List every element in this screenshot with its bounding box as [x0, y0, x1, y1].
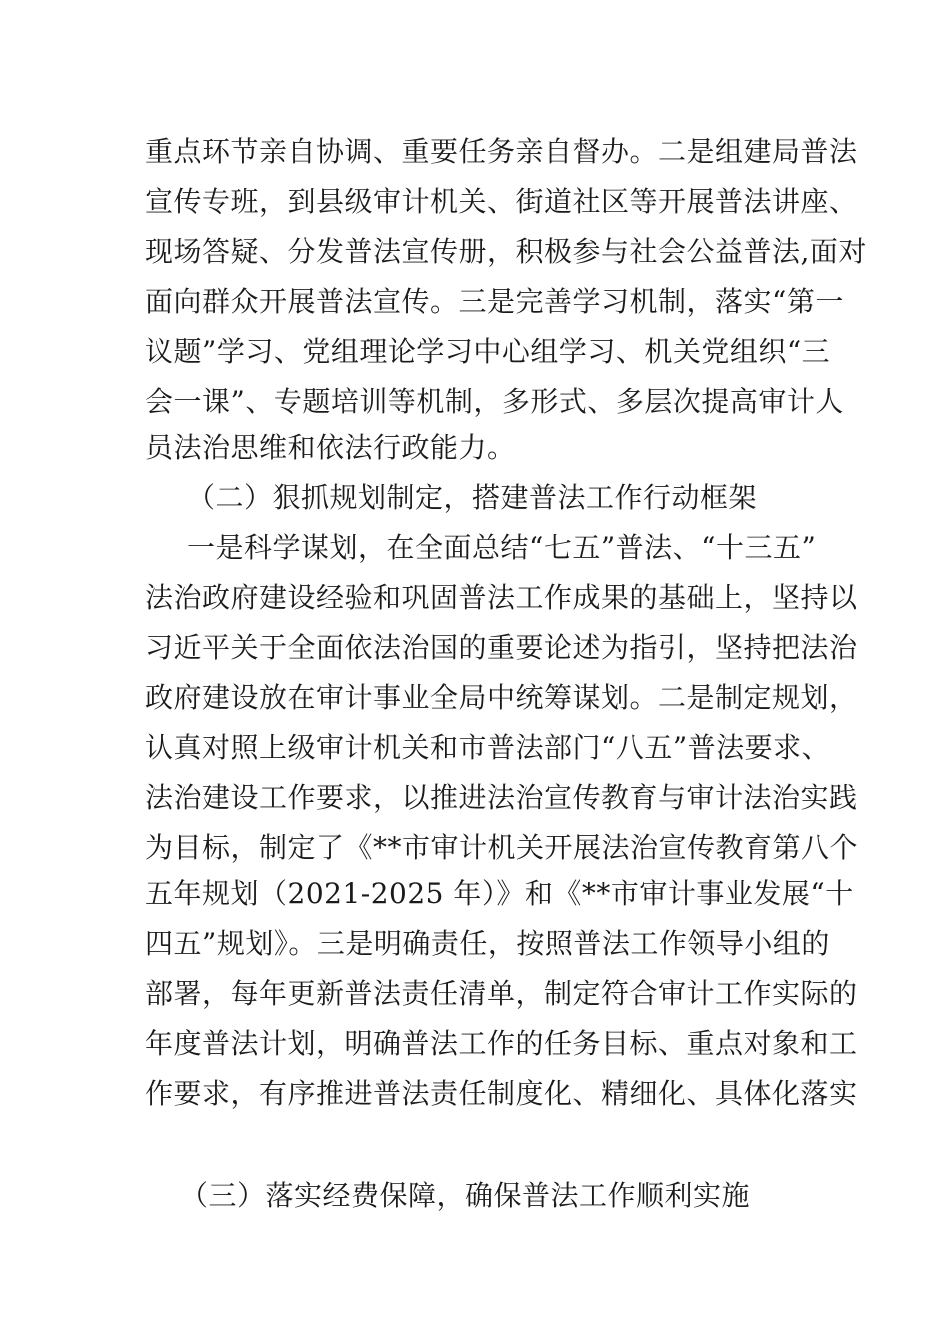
text-line: 议题”学习、党组理论学习中心组学习、机关党组织“三 [145, 335, 831, 368]
text-line: 法治政府建设经验和巩固普法工作成果的基础上，坚持以 [145, 581, 858, 614]
text-line: 宣传专班，到县级审计机关、街道社区等开展普法讲座、 [145, 185, 858, 218]
text-line: 员法治思维和依法行政能力。 [145, 431, 516, 464]
text-line: 政府建设放在审计事业全局中统筹谋划。二是制定规划， [145, 681, 858, 714]
text-line: 法治建设工作要求，以推进法治宣传教育与审计法治实践 [145, 781, 858, 814]
text-line: 作要求，有序推进普法责任制度化、精细化、具体化落实 [145, 1077, 858, 1110]
text-line: 年度普法计划，明确普法工作的任务目标、重点对象和工 [145, 1027, 858, 1060]
section-heading: （三）落实经费保障，确保普法工作顺利实施 [180, 1179, 751, 1212]
text-line: 现场答疑、分发普法宣传册，积极参与社会公益普法,面对 [145, 235, 867, 268]
text-line: 五年规划（2021-2025 年）》和《**市审计事业发展“十 [145, 877, 854, 910]
text-line: 为目标，制定了《**市审计机关开展法治宣传教育第八个 [145, 831, 859, 864]
text-line: 四五”规划》。三是明确责任，按照普法工作领导小组的 [145, 927, 830, 960]
text-line: 一是科学谋划，在全面总结“七五”普法、“十三五” [187, 531, 817, 564]
text-line: 认真对照上级审计机关和市普法部门“八五”普法要求、 [145, 731, 831, 764]
text-line: 会一课”、专题培训等机制，多形式、多层次提高审计人 [145, 385, 844, 418]
text-line: 重点环节亲自协调、重要任务亲自督办。二是组建局普法 [145, 135, 858, 168]
text-line: 部署，每年更新普法责任清单，制定符合审计工作实际的 [145, 977, 858, 1010]
text-line: 习近平关于全面依法治国的重要论述为指引，坚持把法治 [145, 631, 858, 664]
text-line: 面向群众开展普法宣传。三是完善学习机制，落实“第一 [145, 285, 844, 318]
section-heading: （二）狠抓规划制定，搭建普法工作行动框架 [187, 481, 758, 514]
